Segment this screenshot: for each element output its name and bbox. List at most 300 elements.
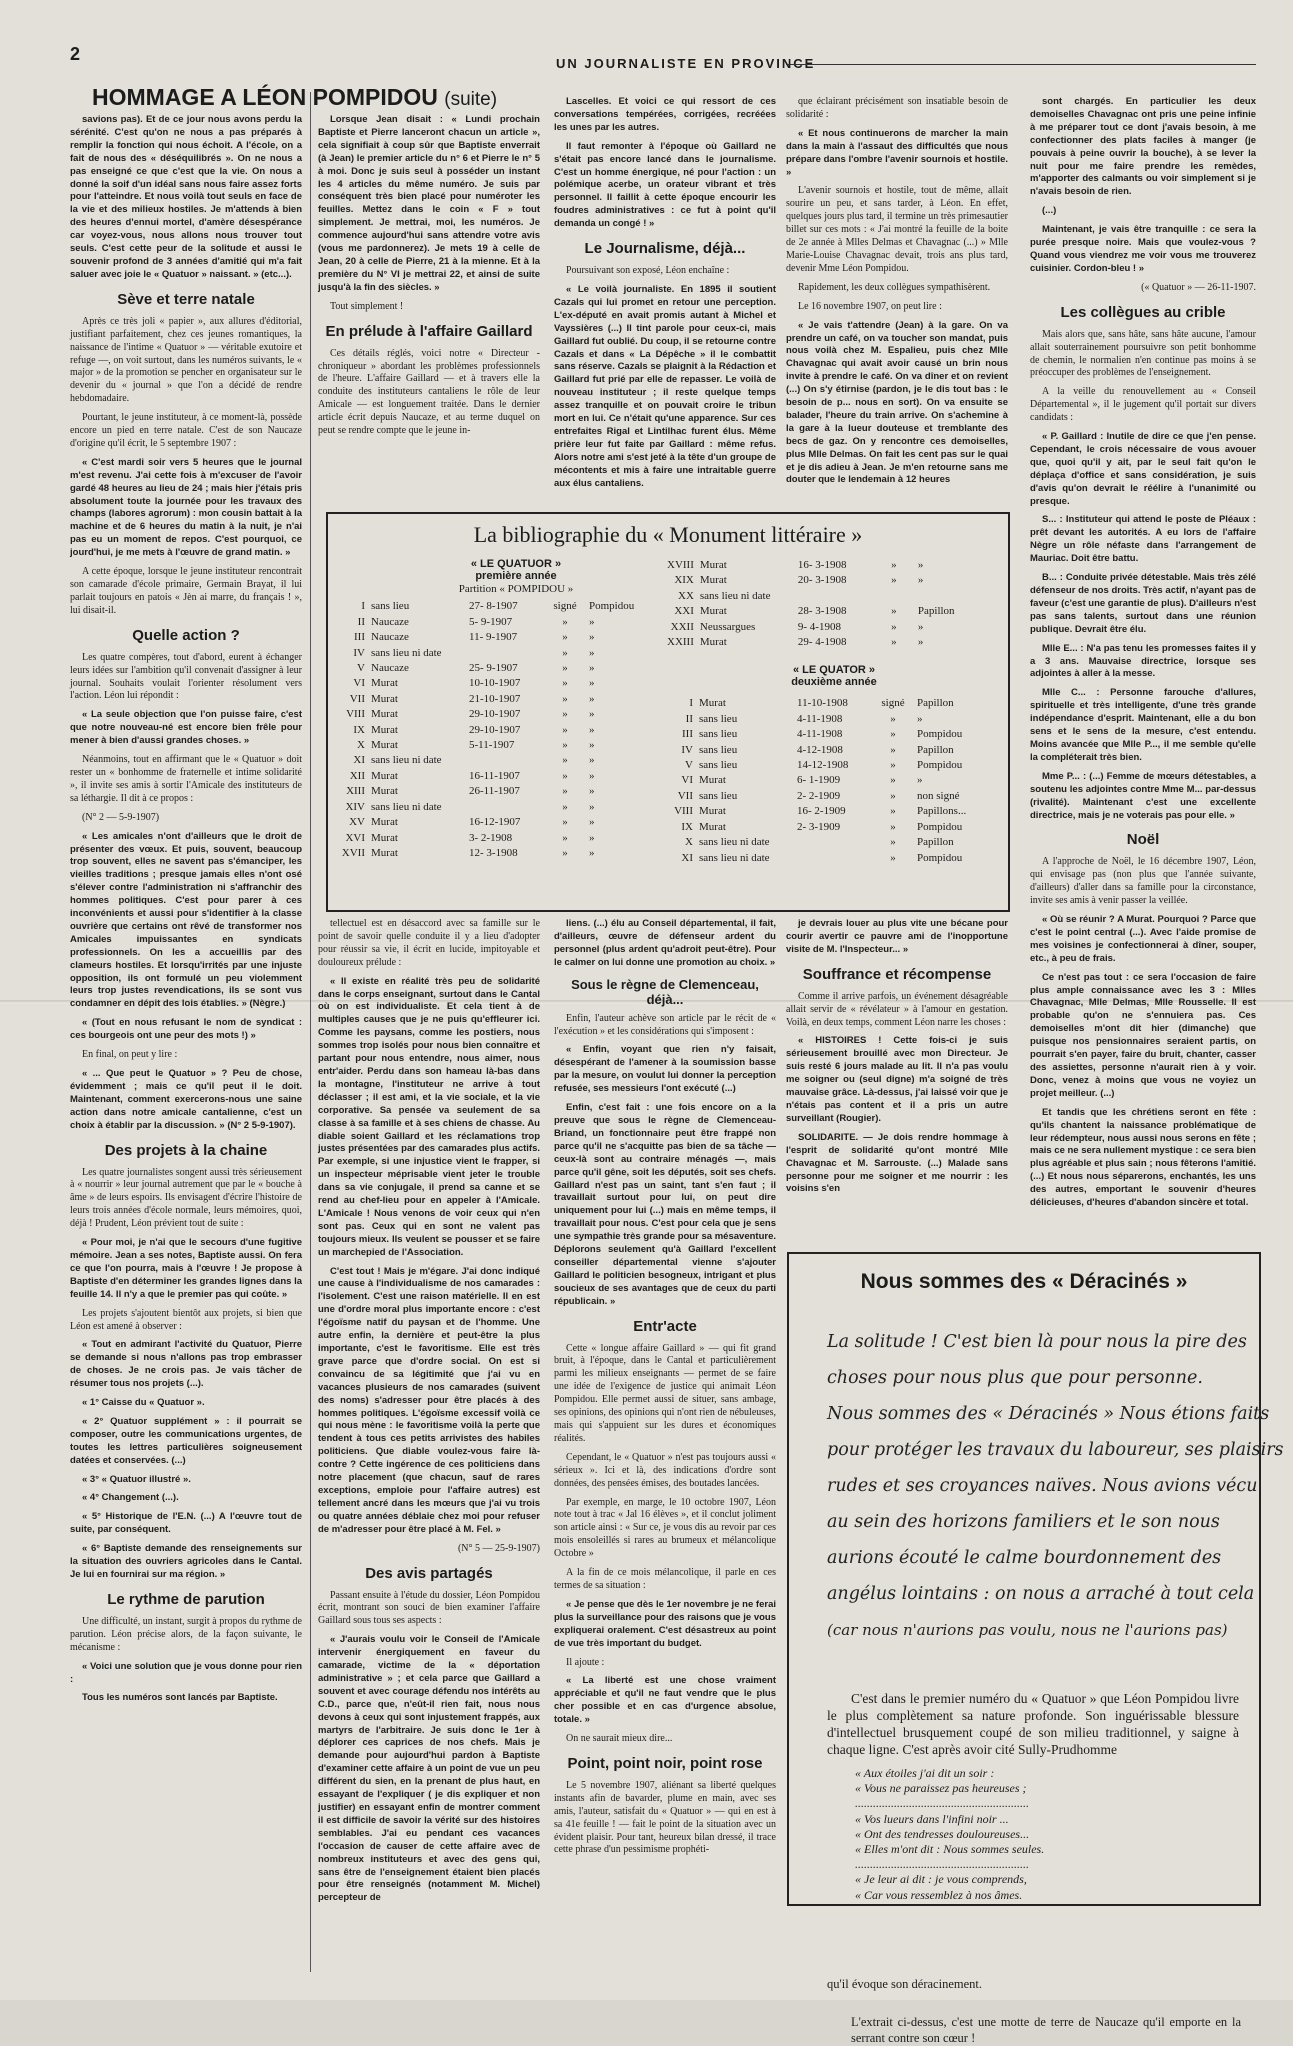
bibliography-cell: Murat (699, 559, 727, 571)
subheading: Quelle action ? (132, 626, 240, 644)
page-number: 2 (70, 44, 81, 64)
handwritten-line: Nous sommes des « Déracinés » Nous étions faits (827, 1404, 1270, 1424)
bibliography-cell (466, 646, 544, 661)
bibliography-cell: V (685, 759, 693, 772)
bibliography-cell: Naucaze (371, 631, 409, 644)
paragraph: Enfin, c'est fait : une fois encore on a la preuve que sous le règne de Clemenceau-Briand, un fonctionnaire peut être frappé non parce qu'il ne s'acquitte pas bien de sa tâche — ceux-là sont au contraire ménagés —, mais parce qu'il gêne, soit les députés, soit ses chefs. Gaillard n'est pas un saint, tant s'en faut ; il travaillait surtout pour lui, on peut dire uniquement pour lui (...) mais en même temps, il travaillait pour nous. C'est pour cela que je sens une sympathie très grande pour sa mésaventure. Déplorons seulement qu'à Gaillard l'excellent conseiller départemental vienne s'ajouter Gaillard le politicien besogneux, intrigant et plus soucieux de ses avantages que de ceux du parti républicain. » (554, 1102, 776, 1307)
paragraph: « P. Gaillard : Inutile de dire ce que j'en pense. Cependant, le crois nécessaire de vous avouer que, quoi qu'il y ait, par le seul fait qu'on le déplaça d'office et sans considération, je suis d'avis qu'on devrait le réélire à l'unanimité ou presque. (1030, 431, 1256, 507)
bibliography-cell: VI (681, 774, 693, 787)
subheading: Souffrance et récompense (802, 965, 992, 983)
paragraph: A la veille du renouvellement au « Conseil Départemental », il le jugement qu'il portait sur divers candidats : (1030, 386, 1256, 424)
bibliography-cell (873, 589, 915, 604)
subheading: Noël (1126, 831, 1160, 849)
handwritten-line: choses pour nous plus que pour personne. (827, 1368, 1203, 1388)
bibliography-cell: XI (353, 754, 365, 767)
bibliography-right (664, 558, 1004, 866)
bibliography-row (664, 604, 987, 619)
bibliography-cell: 2- 3-1909 (797, 820, 841, 833)
bibliography-cell: » (589, 816, 595, 829)
bibliography-cell: » (589, 677, 595, 690)
bibliography-row (336, 815, 658, 830)
deracines-after: qu'il évoque son déracinement. (827, 1977, 982, 1991)
bibliography-row (336, 784, 658, 799)
poem-line: « Je leur ai dit : je vous comprends, (855, 1872, 1027, 1887)
bibliography-cell: 4-11-1908 (797, 712, 843, 725)
bibliography-row (664, 589, 987, 604)
bibliography-cell: » (917, 712, 923, 725)
bibliography-row (664, 558, 987, 573)
bibliography-cell: 29-10-1907 (469, 723, 521, 736)
bibliography-cell: Murat (699, 774, 726, 787)
paragraph: Le 16 novembre 1907, on peut lire : (798, 300, 942, 312)
paragraph: Cependant, le « Quatuor » n'est pas toujours aussi « sérieux ». Ici et là, des indications d'ordre sont données, des pensées émises, des boutades lancées. (554, 1451, 776, 1489)
paragraph: Les quatre compères, tout d'abord, eurent à échanger leurs idées sur l'ambition qu'il convenait d'assigner à leur journal. Souhaits voulait l'orienter résolument vers l'action. Léon lui répondit : (70, 651, 302, 702)
bibliography-cell: Papillon (917, 743, 954, 756)
bibliography-cell: » (589, 846, 595, 859)
bibliography-cell (466, 753, 544, 768)
paragraph: Poursuivant son exposé, Léon enchaîne : (566, 265, 730, 277)
paragraph: « Pour moi, je n'ai que le secours d'une fugitive mémoire. Jean a ses notes, Baptiste aussi. On fera ce que l'on pourra, mais à l'œuvre ! Je propose à Baptiste d'en déterminer les grandes lignes dans la feuille 14. Il n'y a que le premier pas qui coûte. » (70, 1237, 302, 1300)
paragraph: savions pas). Et de ce jour nous avons perdu la sérénité. C'est qu'on ne nous a pas préparés à remplir la fonction qui nous échoit. A l'école, on a fait de nous des « déséquilibrés ». On ne nous a pas enseigné ce que c'est que la vie. On nous a donné la soif d'un idéal sans nous faire assez forts pour l'atteindre. Et nous voilà tout seuls en face de la vie et des milieux hostiles. Je m'attends à bien des heures d'ennui mortel, d'amère désespérance car voyez-vous, nous allons nous trouver tout seuls. C'est cette peur de la solitude et aussi le souvenir profond de 3 années d'amitié qui m'a fait saluer avec joie le « Quatuor » naissant. » (etc...). (70, 114, 302, 280)
subheading: Le rythme de parution (107, 1590, 265, 1608)
article-title-suite: (suite) (444, 89, 498, 110)
paragraph: Mme P... : (...) Femme de mœurs détestables, a soutenu les adjointes contre Mme M... par-dessus (rivalité). Maintenant c'est une excellente directrice, mais je ne voterais pas pour elle. » (1030, 770, 1256, 821)
paragraph: Comme il arrive parfois, un événement désagréable allait servir de « révélateur » à l'amour en gestation. Voilà, en deux temps, comment Léon narre les choses : (786, 990, 1008, 1028)
paragraph: Lascelles. Et voici ce qui ressort de ces conversations tempérées, corrigées, recréées les unes par les autres. (554, 96, 776, 133)
bibliography-cell: » (589, 662, 595, 675)
bibliography-row (664, 758, 986, 773)
column-rule (310, 92, 311, 1972)
subheading: Des avis partagés (365, 1564, 493, 1582)
bibliography-right-head: « LE QUATOR » (792, 664, 876, 677)
bibliography-cell: XIV (345, 800, 365, 813)
bibliography-cell: sans lieu (699, 743, 738, 756)
paragraph: Rapidement, les deux collègues sympathisèrent. (798, 281, 991, 293)
citation: (« Quatuor » — 26-11-1907. (1141, 281, 1256, 293)
bibliography-cell: » (890, 836, 896, 849)
bibliography-cell: XIX (674, 574, 694, 587)
bibliography-cell: » (891, 620, 897, 633)
bibliography-cell (466, 800, 544, 815)
bibliography-cell: signé (553, 600, 577, 613)
bibliography-cell: sans lieu (699, 789, 738, 802)
bibliography-box (326, 512, 1010, 912)
bibliography-cell: » (562, 785, 568, 798)
running-head-rule (786, 64, 1256, 65)
bibliography-cell: » (562, 754, 568, 767)
bibliography-cell: sans lieu (371, 600, 410, 613)
bibliography-cell: XX (678, 589, 694, 602)
bibliography-cell: 26-11-1907 (469, 785, 520, 798)
paragraph: « Il existe en réalité très peu de solidarité dans le corps enseignant, surtout dans le Cantal où on est individualiste. Et cela tient à de multiples causes que je ne puis qu'effleurer ici. Comme les paysans, comme les postiers, nous sommes trop isolés pour nous bien connaître et partant pour nous entendre, nous aimer, nous entr'aider. Perdu dans son hameau là-bas dans la montagne, l'instituteur ne arrive à tout déclasser ; il est ami, et la vie sociale, et la vie corporative. Sa pensée va seulement de sa classe à sa famille et à ses chiens de chasse. Au diable soient Gaillard et les réclamations trop justes présentées par des camarades plus actifs. Par exemple, si une injustice vient le frapper, si un inspecteur méprisable vient jeter le trouble dans sa vie conjugale, il prend sa canne et se rend au chef-lieu pour en appeler à l'Amicale. L'Amicale ! Nous venons de voir ceux qui n'en sont pas. Ceux qui en sont ne valent pas toujours mieux. Ils veulent se pousser et se faire un marchepied de l'Association. (318, 975, 540, 1258)
bibliography-cell: Murat (371, 677, 398, 690)
poem-line: « Ont des tendresses douloureuses... (855, 1826, 1030, 1841)
handwritten-line: rudes et ses croyances naïves. Nous avions vécu (827, 1476, 1258, 1496)
paragraph: Les quatre journalistes songent aussi très sérieusement à « nourrir » leur journal autrement que par le « bouche à âme » de leurs espoirs. Ils envisagent d'écrire l'histoire de leurs trois années d'école normale, leurs mémoires, quoi, déjà ! Prudent, Léon prévient tout de suite : (70, 1166, 302, 1230)
bibliography-row (664, 635, 987, 650)
handwritten-line: angélus lointains : on nous a arraché à tout cela (827, 1584, 1255, 1604)
bibliography-cell: 9- 4-1908 (797, 620, 841, 633)
bibliography-cell: Murat (371, 692, 398, 705)
bibliography-cell: Pompidou (917, 728, 963, 741)
bibliography-cell: Murat (371, 846, 398, 859)
bibliography-cell: X (357, 739, 365, 752)
bibliography-cell: XI (681, 851, 693, 864)
paragraph: « Enfin, voyant que rien n'y faisait, désespérant de l'amener à la soumission basse par la mesure, on voulut lui donner la perception refusée, ses messieurs l'ont exécuté (...) (554, 1044, 776, 1095)
bibliography-cell (915, 589, 987, 604)
paragraph: Tous les numéros sont lancés par Baptiste. (82, 1692, 278, 1704)
bibliography-cell: Papillons... (917, 805, 967, 818)
subheading: Point, point noir, point rose (567, 1754, 763, 1772)
paragraph: En final, on peut y lire : (82, 1049, 178, 1061)
paragraph: Pourtant, le jeune instituteur, à ce moment-là, possède encore un pied en terre natale. C'est de son Naucaze d'origine qu'il écrit, le 5 septembre 1907 : (70, 412, 302, 449)
paragraph: Cette « longue affaire Gaillard » — qui fit grand bruit, à l'époque, dans le Cantal et particulièrement parmi les milieux enseignants — permet de se faire une idée de l'exigence de justice qui animait Léon Pompidou. Elle permet aussi de situer, sans ambage, ses opinions, des opinions qui n'ont rien de nébuleuses, mais qui s'appuient sur les dures et économiques réalités. (554, 1342, 776, 1444)
bibliography-cell: Papillon (917, 605, 955, 618)
bibliography-cell: X (685, 836, 693, 849)
paragraph: « Tout en admirant l'activité du Quatuor, Pierre se demande si nous n'allons pas trop embrasser de choses. Je ne crois pas. Je vais tâcher de résumer tous nos projets (...). (70, 1339, 302, 1390)
subheading: Le Journalisme, déjà... (584, 240, 746, 258)
bibliography-row (336, 769, 658, 784)
paragraph: SOLIDARITE. — Je dois rendre hommage à l'esprit de solidarité qu'ont montré Mlle Chavagnac et M. Sarrouste. (...) Malade sans personne pour me soigner et me nourrir : les voisins s'en (786, 1131, 1008, 1195)
bibliography-cell: 27- 8-1907 (469, 600, 518, 613)
subheading: Sève et terre natale (117, 290, 255, 308)
bibliography-left-subhead: première année (475, 570, 557, 582)
bibliography-cell: XII (349, 769, 365, 782)
bibliography-cell: I (361, 600, 365, 613)
bibliography-cell: Murat (371, 769, 398, 782)
bibliography-row (664, 727, 986, 742)
bibliography-cell: Pompidou (917, 851, 963, 864)
bibliography-left-head: « LE QUATUOR » (470, 558, 562, 570)
paragraph: B... : Conduite privée détestable. Mais très zélé défenseur de nos droits. Très actif, n'ayant pas de faveur (c'est une garantie de plus). D'ailleurs n'est pas sans talents, surtout dans une réunion publique. Devrait être élu. (1030, 572, 1256, 635)
subheading: Sous le règne de Clemenceau, déjà... (571, 976, 759, 1007)
bibliography-cell: » (562, 816, 568, 829)
bibliography-cell: » (890, 712, 896, 725)
bibliography-cell: 4-11-1908 (797, 728, 843, 741)
column-2-top (318, 114, 540, 506)
paragraph: A cette époque, lorsque le jeune instituteur rencontrait son camarade d'école primaire, Germain Brayat, il lui parlait toujours en patois « Jèn ai marre, du français ! », lui disait-il. (70, 566, 302, 616)
bibliography-cell: non signé (917, 789, 960, 802)
poem-line: .......................................................... (855, 1857, 1029, 1872)
bibliography-cell (794, 835, 872, 850)
paragraph: (...) (1042, 205, 1057, 217)
bibliography-cell: Pompidou (589, 600, 635, 613)
column-4-bottom (786, 918, 1008, 1240)
bibliography-cell: sans lieu ni date (371, 800, 442, 813)
bibliography-cell: » (890, 805, 896, 818)
bibliography-row (336, 692, 658, 707)
poem (855, 1766, 1235, 1903)
bibliography-cell: Naucaze (371, 615, 409, 628)
column-3-top (554, 96, 776, 506)
bibliography-cell: sans lieu (699, 759, 738, 772)
bibliography-cell: » (917, 574, 924, 587)
bibliography-cell (794, 851, 872, 866)
paragraph: tellectuel est en désaccord avec sa famille sur le point de savoir quelle conduite il y a lieu d'adopter pour réussir sa vie, il écrit en lucide, impitoyable et douloureux prélude : (318, 918, 540, 968)
paragraph: Tout simplement ! (330, 300, 404, 312)
bibliography-partition: Partition « POMPIDOU » (458, 583, 574, 595)
paragraph: « 6° Baptiste demande des renseignements sur la situation des ouvriers agricoles dans le Cantal. Je lui en fournirai sur ma région. » (70, 1543, 302, 1580)
bibliography-row (336, 599, 658, 614)
bibliography-cell: » (589, 739, 595, 752)
bibliography-cell: VI (353, 677, 365, 690)
paragraph: Par exemple, en marge, le 10 octobre 1907, Léon note tout à trac « Jal 16 élèves », et il conclut joliment son article ainsi : « Sur ce, je vous dis au revoir par ces mois ensoleillés si rares au brumeux et mélancolique Octobre » (554, 1496, 776, 1560)
paragraph: « J'aurais voulu voir le Conseil de l'Amicale intervenir énergiquement en faveur du camarade, victime de la « déportation administrative » ; et cela parce que Gaillard a souvent et avec courage défendu nos intérêts au C.D., parce que, n'eût-il rien fait, nous nous devons à ceux qui sont injustement frappés, aux martyrs de l'arbitraire. Je suis donc le 1er à déplorer ces caprices de nos chefs. Mais je demande pour aujourd'hui pardon à Baptiste d'examiner cette affaire à un point de vue un peu différent du sien, en la prenant de plus haut, en essayant de l'expliquer ( je dis expliquer et non justifier) en essayant enfin de montrer comment il est difficile de savoir la vérité sur des histoires semblables. J'ai eu pendant ces vacances l'occasion de causer de cette affaire avec de nombreux instituteurs et avec des gens qui, sans être de l'enseignement étaient bien placés pour être renseignés (notamment M. Michel) percepteur de (318, 1634, 540, 1904)
deracines-box (787, 1252, 1284, 2045)
column-3-bottom (554, 918, 776, 1978)
paragraph: « 5° Historique de l'E.N. (...) A l'œuvre tout de suite, par conséquent. (70, 1511, 302, 1536)
bibliography-cell: 14-12-1908 (797, 759, 849, 772)
bibliography-cell: » (589, 692, 595, 705)
bibliography-cell: 28- 3-1908 (797, 605, 847, 618)
paragraph: sont chargés. En particulier les deux demoiselles Chavagnac ont pris une peine infinie à me préparer tout ce dont j'avais besoin, à me confectionner des plats faciles à manger (je pouvais à peine ouvrir la bouche), à se lever la nuit pour me faire prendre les remèdes, m'apporter des calmants ou voir simplement si je n'avais besoin de rien. (1030, 96, 1256, 198)
article-title-main: HOMMAGE A LÉON POMPIDOU (92, 84, 438, 110)
bibliography-cell: Murat (371, 739, 398, 752)
paragraph: « Le voilà journaliste. En 1895 il soutient Cazals qui lui promet en retour une perception. L'ex-député en avait promis autant à Michel et Vayssières (...) Il tint parole pour ceux-ci, mais Gaillard fut oublié. Du coup, il se retourne contre Cazals et dans « La Dépêche » il le combattit sans réserve. Cazals se plaignit à la Rédaction et Gaillard fut prié par elle de repasser. Le voilà de nouveau instituteur ; il reste quelque temps assez tranquille et on pouvait croire le tribun mort en lui. Ce n'était qu'une apparence. Sur ces entrefaites Rigal et Lintilhac furent élus. Même prière leur fut faite par Gaillard : même refus. Alors notre ami s'est jeté à la tête d'un groupe de mécontents et mis à faire une intraitable guerre aux élus cantaliens. (554, 283, 776, 489)
bibliography-cell: » (562, 615, 568, 628)
bibliography-cell: » (562, 662, 568, 675)
bibliography-cell: » (917, 774, 923, 787)
bibliography-cell: Murat (699, 820, 726, 833)
poem-line: .......................................................... (855, 1796, 1029, 1811)
bibliography-cell: » (589, 769, 595, 782)
bibliography-cell: 10-10-1907 (469, 677, 521, 690)
paragraph: A l'approche de Noël, le 16 décembre 1907, Léon, qui envisage pas (non plus que l'année suivante, d'ailleurs) d'aller dans sa famille pour la circonstance, invite ses amis à venir passer la veillée. (1030, 856, 1256, 907)
bibliography-cell: » (562, 769, 568, 782)
column-4-top (786, 96, 1008, 506)
bibliography-cell: » (589, 785, 595, 798)
bibliography-row (664, 620, 987, 635)
bibliography-cell: 5-11-1907 (469, 739, 515, 752)
bibliography-table-right-top (664, 558, 987, 650)
citation: (N° 5 — 25-9-1907) (457, 1542, 540, 1554)
bibliography-cell: 25- 9-1907 (469, 662, 518, 675)
bibliography-cell: » (562, 800, 568, 813)
bibliography-cell: 16-11-1907 (469, 769, 520, 782)
paragraph: « 2° Quatuor supplément » : il pourrait se composer, outre les communications urgentes, de toutes les lettres particulières soigneusement datées et conservées. (...) (70, 1415, 302, 1466)
paragraph: « Je vais t'attendre (Jean) à la gare. On va prendre un café, on va toucher son mandat, puis nous voilà chez M. Espalieu, puis chez Mlle Chavagnac qui avait avoir causé un brin nous invite à prendre le café. On va dîner et on revient (...) On s'y étirnise (pardon, je le dis tout bas : le besoin de p... nous en sort). On va ensuite se balader, l'heure du train arrive. On s'achemine à la gare à la lueur douteuse et tremblante des becs de gaz. On y rencontre ces demoiselles, plus Mlle Delmas. On fait les cent pas sur le quai et je dis adieu à Jean. Je m'en retourne sans me douter que le lendemain à 12 heures (786, 319, 1008, 486)
bibliography-cell: II (357, 615, 365, 628)
bibliography-cell: sans lieu ni date (371, 646, 442, 659)
paragraph: Passant ensuite à l'étude du dossier, Léon Pompidou écrit, montrant son souci de bien examiner l'affaire Gaillard sous tous ses aspects : (318, 1589, 540, 1627)
bibliography-row (664, 804, 986, 819)
bibliography-cell: IV (353, 646, 365, 659)
bibliography-cell: » (562, 831, 568, 844)
bibliography-row (664, 573, 987, 588)
bibliography-cell: » (890, 728, 896, 741)
bibliography-cell: » (890, 774, 896, 787)
bibliography-row (336, 707, 658, 722)
column-2-bottom (318, 918, 540, 1978)
bibliography-cell: » (891, 636, 897, 649)
bibliography-cell: Murat (371, 831, 398, 844)
handwritten-excerpt (827, 1324, 1284, 1648)
bibliography-cell: » (589, 615, 595, 628)
bibliography-cell: sans lieu ni date (699, 589, 771, 602)
bibliography-cell: » (589, 646, 595, 659)
bibliography-cell: XVIII (667, 559, 694, 571)
paragraph: « C'est mardi soir vers 5 heures que le journal m'est revenu. J'ai cette fois à m'excuser de l'avoir gardé 48 heures au lieu de 24 ; mais hier j'étais pris absolument toute la journée pour les travaux des champs (labores agrorum) : mon cousin battait à la machine et de 6 heures du matin à la nuit, je n'ai pas eu un moment de repos. C'est pourquoi, ce jourd'hui, je me mets à l'œuvre de grand matin. » (70, 456, 302, 559)
bibliography-cell: XVII (341, 846, 365, 859)
bibliography-cell: XXI (674, 605, 694, 618)
bibliography-cell: » (890, 851, 896, 864)
bibliography-row (664, 835, 986, 850)
bibliography-row (664, 773, 986, 788)
bibliography-cell: » (917, 620, 924, 633)
bibliography-cell: » (589, 723, 595, 736)
paragraph: Mlle C... : Personne farouche d'allures, spirituelle et très intelligente, d'une très grande indépendance d'esprit. Maintenant, elle a du bon sens et le sens de la mesure, c'est entendu. Moins avancée que Mlle P..., il me semble qu'elle la compléterait très bien. (1030, 687, 1256, 763)
paragraph: que éclairant précisément son insatiable besoin de solidarité : (786, 96, 1008, 120)
bibliography-cell: Papillon (917, 836, 954, 849)
paragraph: C'est tout ! Mais je m'égare. J'ai donc indiqué une cause à l'individualisme de nos camarades : l'isolement. C'est une raison matérielle. Il en est une d'ordre moral plus importante encore : c'est l'égoïsme natif du paysan et de l'homme. Une autre enfin, la dernière et peut-être la plus importante, c'est le favoritisme. Elle est très grave parce que d'ordre social. On est si convaincu de sa légitimité que j'ai vu en vacances plusieurs de nos camarades (suivent des noms) s'adresser pour être placés à des hommes politiques. L'égoïsme excessif voilà ce qui nous mène : le favoritisme voilà la perte que tendent à tous ces petits arrivistes des habiles politiciens. Que diable voulez-vous faire là-contre ? Cette ingérence de ces politiciens dans notre placement (que chacun, sauf de rares exceptions, emploie pour l'affaire autres) est tellement ancré dans les mœurs que j'ai vu trois ou quatre années déblaie chez moi pour refuser de m'adresser pour être placé à M. Fel. » (318, 1265, 540, 1535)
bibliography-cell: IX (681, 820, 693, 833)
bibliography-cell: 2- 2-1909 (797, 789, 841, 802)
bibliography-cell: Murat (699, 574, 727, 587)
bibliography-cell: VIII (346, 708, 365, 721)
bibliography-row (664, 789, 986, 804)
paragraph: Et tandis que les chrétiens seront en fête : qu'ils chantent la naissance problématique de leur rédempteur, nous aussi nous serons en fête ; mais ce ne sera nullement mystique : ce sera bien plus agréable et plus sain ; nous fêterons l'amitié. (...) Et nous nous séparerons, enchantés, les uns des autres, emportant le souvenir d'heures délicieuses, d'heures d'abandon sincère et total. (1030, 1106, 1256, 1209)
bibliography-cell: Murat (699, 636, 727, 649)
paragraph: « Et nous continuerons de marcher la main dans la main à l'assaut des difficultés que nous prépare dans l'ombre l'avenir sournois et hostile. » (786, 127, 1008, 178)
bibliography-cell: » (589, 800, 595, 813)
bibliography-cell: » (562, 708, 568, 721)
bibliography-cell: » (891, 559, 897, 571)
bibliography-cell: 12- 3-1908 (469, 846, 518, 859)
bibliography-cell: 16- 2-1909 (797, 805, 846, 818)
paragraph: On ne saurait mieux dire... (566, 1733, 673, 1745)
paragraph: « 3° « Quatuor illustré ». (82, 1473, 191, 1485)
bibliography-cell: sans lieu ni date (371, 754, 442, 767)
bibliography-cell: 20- 3-1908 (797, 574, 847, 587)
paragraph: « Voici une solution que je vous donne pour rien : (70, 1660, 302, 1685)
bibliography-row (664, 743, 986, 758)
deracines-intro: C'est dans le premier numéro du « Quatuor » que Léon Pompidou livre le plus complètement sa nature profonde. Son inguérissable blessure d'intellectuel brusquement coupé de son milieu traditionnel, y saigne à chaque ligne. C'est après avoir cité Sully-Prudhomme (827, 1691, 1239, 1757)
handwritten-line: pour protéger les travaux du laboureur, ses plaisirs (827, 1440, 1284, 1460)
bibliography-cell: XXII (670, 620, 694, 633)
bibliography-cell: 3- 2-1908 (469, 831, 513, 844)
bibliography-row (336, 831, 658, 846)
bibliography-cell: XXIII (667, 636, 694, 649)
bibliography-cell: 21-10-1907 (469, 692, 521, 705)
bibliography-cell: Naucaze (371, 662, 409, 675)
paragraph: « 4° Changement (...). (82, 1492, 179, 1504)
subheading: Entr'acte (633, 1317, 697, 1335)
paragraph: Il faut remonter à l'époque où Gaillard ne s'était pas encore lancé dans le journalisme. C'est un homme énergique, né pour l'action : un polémique acerbe, un orateur vibrant et très personnel. Il faillit à cette époque encourir les foudres administratives : ce fut à point qu'il demanda un congé ! » (554, 140, 776, 230)
deracines-title: Nous sommes des « Déracinés » (860, 1270, 1188, 1293)
bibliography-row (336, 630, 658, 645)
poem-line: « Vous ne paraissez pas heureuses ; (855, 1781, 1027, 1796)
paragraph: « La seule objection que l'on puisse faire, c'est que notre nouveau-né est encore bien frêle pour mener à bien d'aussi grandes choses. » (70, 709, 302, 747)
paragraph: « La liberté est une chose vraiment appréciable et qu'il ne faut vendre que le plus cher possible et en cas d'urgence absolue, totale. » (554, 1675, 776, 1726)
paragraph: Néanmoins, tout en affirmant que le « Quatuor » doit rester un « bonhomme de fraternelle et intime solidarité », il invite ses amis à sortir l'Amicale des instituteurs de sa léthargie. Il dit à ce propos : (70, 754, 302, 804)
bibliography-row (336, 846, 658, 861)
column-1 (70, 114, 302, 1976)
bibliography-row (336, 661, 658, 676)
paragraph: Le 5 novembre 1907, aliénant sa liberté quelques instants afin de bavarder, plume en main, avec ses amis, l'auteur, satisfait du « Quatuor » — qui en est à sa 41e feuille ! — fait le point de la situation avec un évident plaisir. Pour tant, heureux bilan dressé, il trace cette phrase d'un pessimisme prophéti- (554, 1779, 776, 1856)
bibliography-cell: sans lieu (699, 712, 738, 725)
paragraph: (N° 2 — 5-9-1907) (82, 811, 160, 823)
bibliography-row (336, 646, 658, 661)
bibliography-cell: sans lieu ni date (699, 851, 770, 864)
bibliography-cell: » (589, 831, 595, 844)
bibliography-cell: » (917, 636, 924, 649)
bibliography-row (336, 615, 658, 630)
paragraph: Après ce très joli « papier », aux allures d'éditorial, justifiant parfaitement, chez ces jeunes romantiques, la naissance de l'intime « Quatuor » — véritable exutoire et refuge —, on voit surtout, dans les numéros suivants, le « major » de la promotion se pencher en organisateur sur le devenir du « journal » que l'on a décidé de rendre hebdomadaire. (70, 315, 302, 405)
paragraph: Maintenant, je vais être tranquille : ce sera la purée presque noire. Mais que voulez-vous ? Quand vous viendrez me voir vous me trouverez cuisinier. Cordon-bleu ! » (1030, 224, 1256, 274)
bibliography-cell: V (357, 662, 365, 675)
paragraph: A la fin de ce mois mélancolique, il parle en ces termes de sa situation : (554, 1567, 776, 1591)
paragraph: « Les amicales n'ont d'ailleurs que le droit de présenter des vœux. Et puis, souvent, beaucoup trop souvent, elles ne savent pas s'émanciper, les vieilles traditions ; presque jamais elles n'ont osé s'élever contre l'administration ni s'affranchir des hommes politiques. C'est pour parer à ces inconvénients et aussi pour s'identifier à la classe ouvrière que certains ont rêvé de transformer nos Amicales impuissantes en syndicats professionnels. On les a accueillis par des clameurs hostiles. Et lorsqu'irrités par une injuste opposition, ils ont formulé un peu violemment leurs trop justes revendications, ils se sont vus condamner en dépit des lois établies. » (Nègre.) (70, 830, 302, 1010)
bibliography-cell: » (890, 820, 896, 833)
bibliography-row (664, 696, 986, 711)
bibliography-cell: Neussargues (699, 620, 756, 633)
bibliography-cell: » (562, 631, 568, 644)
bibliography-row (664, 820, 986, 835)
paragraph: Ces détails réglés, voici notre « Directeur - chroniqueur » abordant les problèmes professionnels de l'heure. L'affaire Gaillard — et à travers elle la conduite des instituteurs cantaliens le rôle de leur Amicale — est longuement traitée. Dans le dernier article écrit depuis Naucaze, et au terme duquel on peut se rendre compte que le jeune in- (318, 347, 540, 437)
paragraph: « Je pense que dès le 1er novembre je ne ferai plus la surveillance pour des raisons que je vous expliquerai oralement. C'est désastreux au point de vue très important du budget. (554, 1598, 776, 1649)
handwritten-line: (car nous n'aurions pas voulu, nous ne l'aurions pas) (827, 1621, 1228, 1639)
paragraph: je devrais louer au plus vite une bécane pour courir avertir ce pauvre ami de l'inopportune visite de M. l'Inspecteur... » (786, 918, 1008, 955)
bibliography-cell: » (562, 646, 568, 659)
handwritten-line: La solitude ! C'est bien là pour nous la pire des (827, 1332, 1247, 1352)
paragraph: Mlle E... : N'a pas tenu les promesses faites il y a 3 ans. Mauvaise directrice, lorsque ses adjointes à aller à la messe. (1030, 642, 1256, 680)
bibliography-row (336, 800, 658, 815)
bibliography-cell (795, 589, 873, 604)
bibliography-cell: » (562, 739, 568, 752)
bibliography-cell: XIII (346, 785, 365, 798)
deracines-conclusion: L'extrait ci-dessus, c'est une motte de terre de Naucaze qu'il emporte en la serrant contre son cœur ! (851, 2015, 1241, 2045)
bibliography-cell: » (589, 754, 595, 767)
bibliography-cell: Murat (699, 697, 726, 710)
paragraph: « ... Que peut le Quatuor » ? Peu de chose, évidemment ; mais ce qu'il peut il le doit. Maintenant, comment exercerons-nous une saine action dans notre amicale cantalienne, c'est un choix à établir par la discussion. » (N° 2 5-9-1907). (70, 1068, 302, 1131)
bibliography-cell: 29- 4-1908 (797, 636, 847, 649)
bibliography-cell: I (689, 697, 693, 710)
handwritten-line: au sein des horizons familiers et le son nous (827, 1512, 1220, 1532)
bibliography-cell: 11- 9-1907 (469, 631, 518, 644)
bibliography-cell: » (891, 574, 897, 587)
bibliography-row (664, 851, 986, 866)
column-5 (1030, 96, 1256, 1234)
bibliography-cell: 4-12-1908 (797, 743, 843, 756)
bibliography-table-left (336, 599, 658, 861)
bibliography-table-right-bottom (664, 696, 986, 865)
bibliography-cell: III (354, 631, 365, 644)
bibliography-cell: XVI (345, 831, 365, 844)
bibliography-cell: » (562, 846, 568, 859)
bibliography-cell: » (589, 631, 595, 644)
bibliography-cell: Murat (371, 723, 398, 736)
bibliography-cell: » (562, 677, 568, 690)
subheading: Les collègues au crible (1060, 303, 1226, 321)
subheading: En prélude à l'affaire Gaillard (325, 322, 533, 340)
bibliography-cell: 16-12-1907 (469, 816, 521, 829)
bibliography-cell: » (562, 723, 568, 736)
paragraph: L'avenir sournois et hostile, tout de même, allait sourire un peu, et sans tarder, à Léon. En effet, quelques jours plus tard, il termine un très primesautier billet sur ces mots : « J'ai montré la feuille de la boite de 2e année à Mlles Delmas et Chavagnac (...) » Mlle Marie-Louise Chavagnac devait, trois ans plus tard, devenir Mme Léon Pompidou. (786, 185, 1008, 274)
bibliography-row (336, 676, 658, 691)
paragraph: Il ajoute : (566, 1656, 605, 1668)
bibliography-cell: » (890, 743, 896, 756)
paragraph: « 1° Caisse du « Quatuor ». (82, 1397, 205, 1409)
bibliography-cell: » (917, 559, 924, 571)
paragraph: « (Tout en nous refusant le nom de syndicat : ces bourgeois ont une peur des mots !) » (70, 1017, 302, 1042)
poem-line: « Elles m'ont dit : Nous sommes seules. (855, 1842, 1045, 1857)
running-head: UN JOURNALISTE EN PROVINCE (556, 56, 816, 71)
paragraph: Les projets s'ajoutent bientôt aux projets, si bien que Léon est amené à observer : (70, 1307, 302, 1332)
bibliography-cell: » (562, 692, 568, 705)
bibliography-cell: VII (349, 692, 365, 705)
bibliography-cell: » (890, 789, 896, 802)
bibliography-cell: Murat (371, 816, 398, 829)
